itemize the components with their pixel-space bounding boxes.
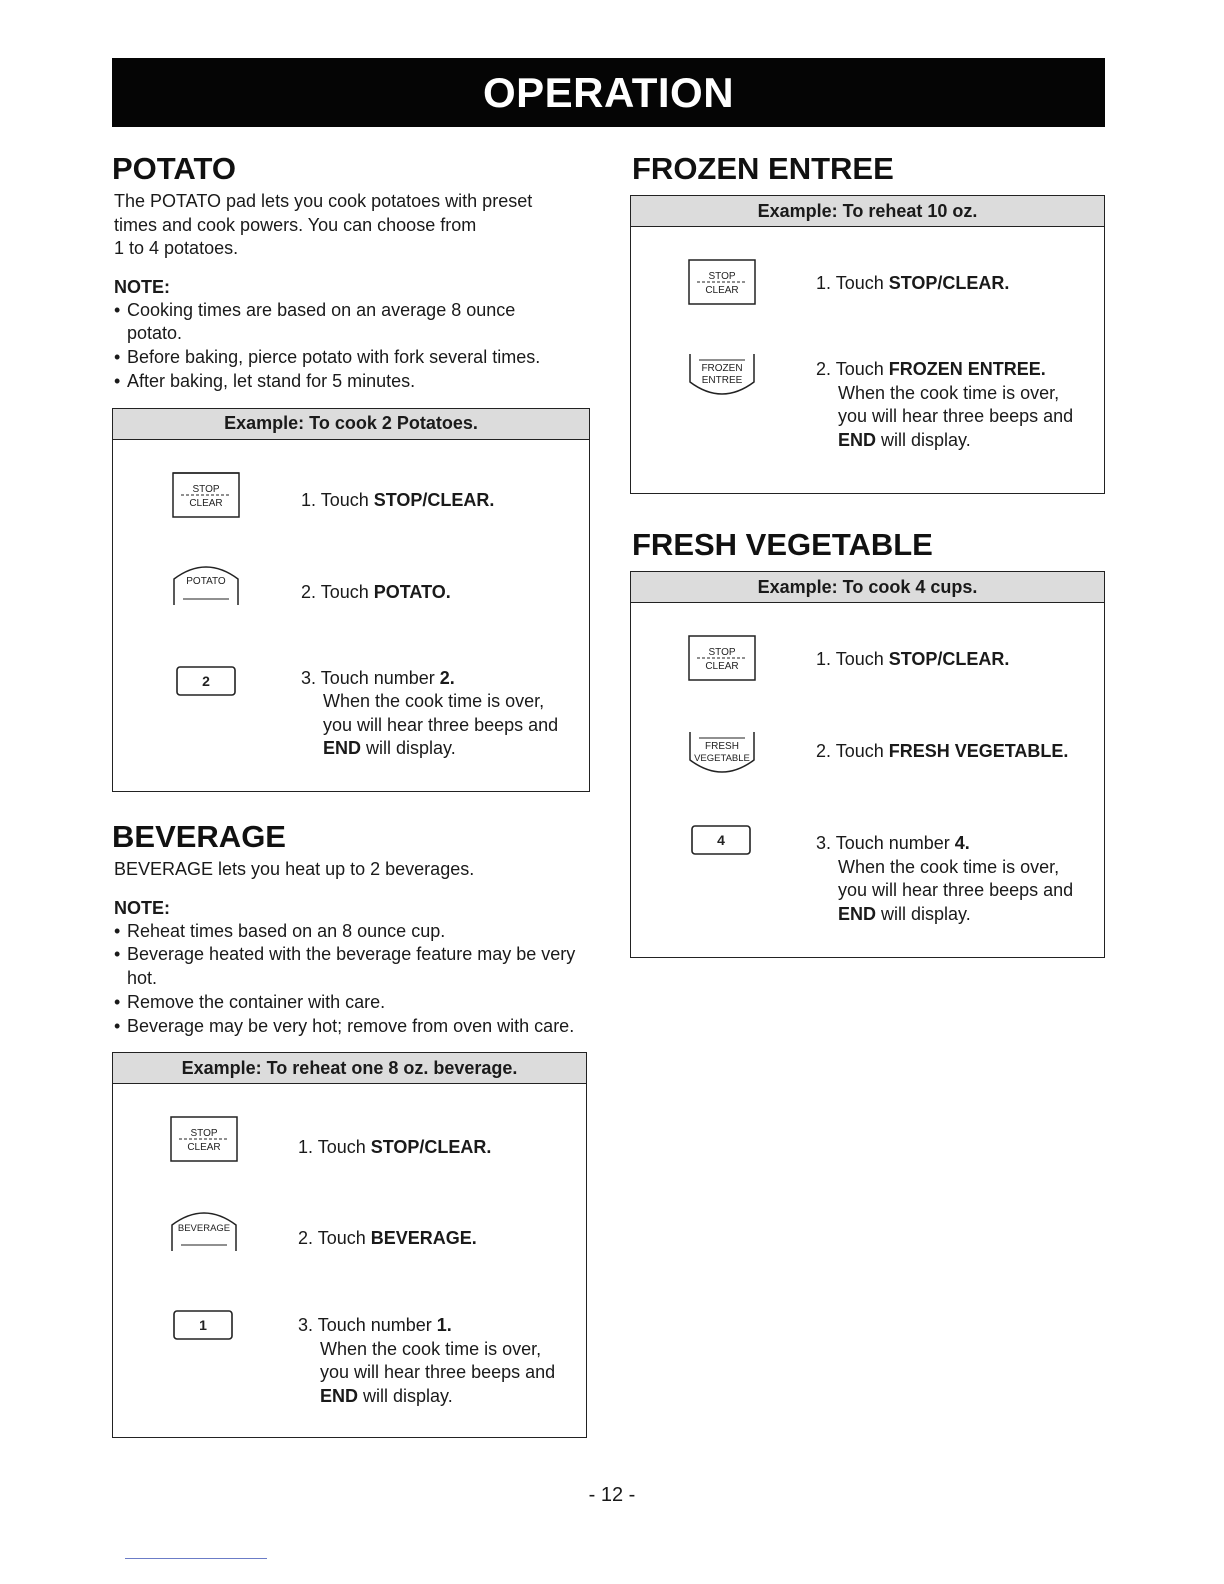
step-detail [301, 737, 558, 761]
potato-title: POTATO [112, 151, 236, 186]
end-label: END [320, 1385, 359, 1406]
potato-note-item: • Before baking, pierce potato with fork several times. [114, 346, 590, 370]
step-action: 2. [439, 667, 455, 688]
step-action: POTATO. [373, 581, 451, 602]
key-label: CLEAR [187, 1142, 221, 1154]
step-prefix: Touch [317, 1228, 371, 1249]
step-number: 3. [298, 1315, 314, 1336]
potato-step-3-text [301, 667, 558, 761]
number-1-key-icon [172, 1309, 234, 1341]
potato-step-1-text [301, 489, 494, 513]
step-detail: When the cook time is over, [838, 856, 1060, 877]
beverage-section [112, 818, 590, 1438]
number-2-key-icon [175, 665, 237, 697]
step-detail: you will hear three beeps and [323, 714, 559, 735]
step-detail: you will hear three beeps and [838, 406, 1074, 426]
step-number: 3. [301, 667, 317, 688]
step-number: 1. [301, 489, 317, 510]
beverage-key-icon [169, 1207, 239, 1253]
fresh-vegetable-step-2-text [816, 740, 1068, 764]
frozen-entree-example-box [630, 195, 1105, 494]
beverage-note-item: • Beverage heated with the beverage feature may be very hot. [114, 943, 579, 991]
frozen-entree-step-2-text [816, 358, 1073, 452]
beverage-step-1-text [298, 1136, 491, 1160]
step-number: 2. [298, 1228, 314, 1249]
page-number: - 12 - [588, 1484, 636, 1506]
key-label: 2 [202, 672, 210, 689]
key-label: 1 [199, 1317, 207, 1334]
step-detail: When the cook time is over, [323, 691, 545, 712]
potato-note-label: NOTE: [114, 276, 170, 297]
beverage-intro: BEVERAGE lets you heat up to 2 beverages. [114, 859, 475, 879]
right-column [630, 150, 1105, 924]
step-action: 1. [436, 1315, 452, 1336]
step-action: STOP/CLEAR. [888, 649, 1010, 669]
fresh-vegetable-example-title: Example: To cook 4 cups. [631, 572, 1104, 603]
end-label: END [838, 903, 877, 924]
frozen-entree-title: FROZEN ENTREE [632, 151, 894, 186]
step-prefix: Touch [317, 1137, 371, 1158]
step-action: FROZEN ENTREE. [888, 359, 1046, 379]
step-number: 2. [301, 581, 317, 602]
step-prefix: Touch [835, 359, 889, 379]
frozen-entree-key-icon [687, 352, 757, 400]
step-prefix: Touch number [320, 667, 440, 688]
step-number: 3. [816, 833, 832, 853]
fresh-vegetable-step-1-text [816, 648, 1009, 672]
key-label: VEGETABLE [694, 753, 750, 764]
frozen-entree-step-1-text [816, 272, 1009, 296]
end-rest: will display. [358, 1385, 453, 1406]
stop-clear-key-icon [687, 634, 757, 682]
end-rest: will display. [876, 903, 971, 924]
potato-intro [114, 190, 590, 261]
end-label: END [323, 738, 362, 759]
step-prefix: Touch [320, 489, 374, 510]
beverage-step-3-text [298, 1314, 555, 1408]
potato-note-item: • After baking, let stand for 5 minutes. [114, 370, 590, 394]
frozen-entree-example-title: Example: To reheat 10 oz. [631, 196, 1104, 227]
end-rest: will display. [361, 738, 456, 759]
stop-clear-key-icon [687, 258, 757, 306]
key-label: BEVERAGE [177, 1223, 231, 1235]
end-rest: will display. [876, 429, 971, 450]
key-label: STOP [192, 483, 220, 495]
beverage-note-label: NOTE: [114, 897, 170, 918]
step-action: STOP/CLEAR. [888, 273, 1010, 293]
fresh-vegetable-title: FRESH VEGETABLE [632, 527, 933, 562]
step-number: 2. [816, 359, 832, 379]
potato-step-2-text [301, 581, 451, 605]
step-prefix: Touch [835, 273, 889, 293]
key-label: 4 [717, 832, 725, 848]
key-label: CLEAR [705, 661, 739, 672]
step-action: 4. [954, 833, 970, 853]
beverage-example-box [112, 1052, 587, 1438]
step-action: STOP/CLEAR. [370, 1137, 492, 1158]
key-label: CLEAR [705, 285, 739, 296]
key-label: FRESH [705, 741, 739, 752]
step-detail: you will hear three beeps and [838, 880, 1074, 900]
fresh-vegetable-example-box [630, 571, 1105, 958]
step-prefix: Touch [835, 649, 889, 669]
step-prefix: Touch [320, 581, 374, 602]
fresh-vegetable-section [630, 526, 1105, 958]
key-label: FROZEN [701, 363, 743, 374]
key-label: CLEAR [189, 497, 223, 509]
fresh-vegetable-step-3-text [816, 832, 1073, 926]
beverage-notes [112, 920, 579, 1039]
number-4-key-icon [690, 824, 752, 856]
step-detail [816, 429, 1073, 453]
key-label: ENTREE [701, 375, 743, 386]
fresh-vegetable-key-icon [687, 730, 757, 778]
step-number: 2. [816, 741, 832, 761]
potato-key-icon [171, 561, 241, 607]
step-prefix: Touch [835, 741, 889, 761]
step-detail [816, 903, 1073, 927]
step-prefix: Touch number [317, 1315, 437, 1336]
key-label: STOP [708, 271, 736, 282]
beverage-note-item: • Beverage may be very hot; remove from oven with care. [114, 1015, 579, 1039]
potato-example-title: Example: To cook 2 Potatoes. [113, 409, 589, 440]
step-action: BEVERAGE. [370, 1228, 477, 1249]
stop-clear-key-icon [169, 1115, 239, 1163]
step-detail: When the cook time is over, [838, 382, 1060, 403]
potato-intro-line: times and cook powers. You can choose from [114, 214, 477, 235]
step-detail [298, 1385, 555, 1409]
key-label: POTATO [186, 575, 226, 587]
end-label: END [838, 429, 877, 450]
potato-section [112, 150, 590, 792]
step-number: 1. [816, 649, 832, 669]
step-number: 1. [298, 1137, 314, 1158]
key-label: STOP [708, 647, 736, 658]
key-label: STOP [190, 1128, 218, 1140]
beverage-step-2-text [298, 1227, 477, 1251]
step-action: STOP/CLEAR. [373, 489, 495, 510]
frozen-entree-section [630, 150, 1105, 494]
stop-clear-key-icon [171, 471, 241, 519]
step-action: FRESH VEGETABLE. [888, 741, 1069, 761]
step-detail: you will hear three beeps and [320, 1362, 556, 1383]
potato-intro-line: The POTATO pad lets you cook potatoes with preset [114, 191, 533, 211]
step-detail: When the cook time is over, [320, 1338, 542, 1359]
potato-notes [112, 299, 590, 394]
left-column [112, 150, 590, 1406]
beverage-note-item: • Reheat times based on an 8 ounce cup. [114, 920, 579, 944]
beverage-note-item: • Remove the container with care. [114, 991, 579, 1015]
step-prefix: Touch number [835, 833, 955, 853]
potato-note-item: • Cooking times are based on an average 8 ounce potato. [114, 299, 557, 347]
potato-intro-line: 1 to 4 potatoes. [114, 238, 239, 258]
beverage-example-title: Example: To reheat one 8 oz. beverage. [113, 1053, 586, 1084]
operation-banner: OPERATION [112, 58, 1105, 127]
bottom-divider [125, 1558, 267, 1559]
beverage-title: BEVERAGE [112, 819, 286, 854]
step-number: 1. [816, 273, 832, 293]
potato-example-box [112, 408, 590, 792]
